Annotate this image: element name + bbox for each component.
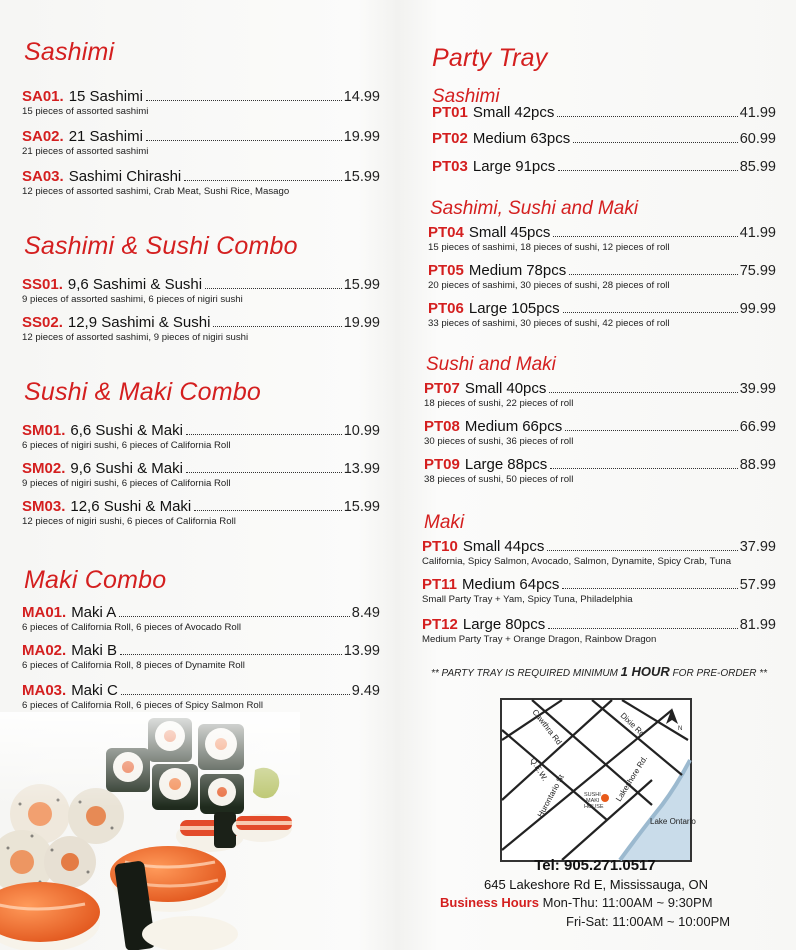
item-code: SA02 — [22, 128, 60, 145]
item-price: 9.49 — [351, 683, 380, 699]
item-code: MA02 — [22, 642, 63, 659]
item-price: 88.99 — [739, 457, 776, 473]
item-description: 20 pieces of sashimi, 30 pieces of sushi, 28 pieces of roll — [428, 280, 670, 291]
menu-item-ss01: SS01 . 9,6 Sashimi & Sushi 15.99 9 pieces of assorted sashimi, 6 pieces of nigiri sushi — [22, 276, 380, 305]
north-arrow-icon — [666, 708, 678, 724]
item-description: Small Party Tray + Yam, Spicy Tuna, Philadelphia — [422, 594, 633, 605]
item-pieces: 63pcs — [530, 130, 571, 147]
item-description: 6 pieces of nigiri sushi, 6 pieces of California Roll — [22, 440, 231, 451]
map-street-label: Q.E.W. — [528, 756, 550, 783]
party-tray-note — [418, 664, 780, 679]
item-price: 39.99 — [739, 381, 776, 397]
item-name: Medium — [464, 418, 519, 435]
map-street-label: Hurontario St — [535, 773, 566, 819]
item-price: 75.99 — [739, 263, 776, 279]
item-pieces: 91pcs — [515, 158, 556, 175]
item-code: PT03 — [432, 158, 468, 175]
item-name: Sashimi Chirashi — [68, 168, 182, 185]
section-title-maki-combo: Maki Combo — [24, 566, 167, 594]
item-name: Medium — [462, 576, 516, 593]
item-price: 57.99 — [739, 577, 776, 593]
item-name: 12,6 Sushi & Maki — [70, 498, 192, 515]
item-code: PT12 — [422, 616, 458, 633]
item-code: SM02 — [22, 460, 62, 477]
item-price: 85.99 — [739, 159, 776, 175]
item-name: 9,6 Sushi & Maki — [70, 460, 183, 477]
menu-item-pt06 — [428, 300, 776, 329]
menu-item-pt12 — [422, 616, 776, 645]
item-price: 10.99 — [343, 423, 380, 439]
item-name: Small — [462, 538, 501, 555]
item-description: 9 pieces of assorted sashimi, 6 pieces of nigiri sushi — [22, 294, 243, 305]
section-title-sashimi-sushi-combo: Sashimi & Sushi Combo — [24, 232, 298, 260]
item-pieces: 66pcs — [522, 418, 563, 435]
location-map — [500, 698, 696, 862]
item-description: 12 pieces of assorted sashimi, Crab Meat, Sushi Rice, Masago — [22, 186, 290, 197]
item-name: Large — [472, 158, 512, 175]
item-code: PT08 — [424, 418, 460, 435]
item-price: 19.99 — [343, 129, 380, 145]
map-logo-line: SUSHI — [584, 792, 601, 798]
menu-item-ma02: MA02 . Maki B 13.99 6 pieces of California Roll, 8 pieces of Dynamite Roll — [22, 642, 380, 671]
item-name: Small — [468, 224, 507, 241]
item-name: Medium — [468, 262, 523, 279]
menu-item-pt08 — [424, 418, 776, 447]
subsection-title-sushi-maki: Sushi and Maki — [426, 354, 556, 375]
item-description: 12 pieces of assorted sashimi, 9 pieces of nigiri sushi — [22, 332, 249, 343]
item-pieces: 44pcs — [504, 538, 545, 555]
item-description: Medium Party Tray + Orange Dragon, Rainbow Dragon — [422, 634, 657, 645]
item-code: SS01 — [22, 276, 59, 293]
note-bold-text: 1 HOUR — [620, 664, 670, 679]
item-name: Maki A — [71, 604, 117, 621]
item-description: 18 pieces of sushi, 22 pieces of roll — [424, 398, 574, 409]
item-name: Medium — [472, 130, 527, 147]
address: 645 Lakeshore Rd E, Mississauga, ON — [484, 877, 708, 892]
menu-item-pt05 — [428, 262, 776, 291]
business-hours-label: Business Hours — [440, 895, 539, 910]
item-price: 60.99 — [739, 131, 776, 147]
item-description: 15 pieces of assorted sashimi — [22, 106, 149, 117]
item-code: PT07 — [424, 380, 460, 397]
item-description: 38 pieces of sushi, 50 pieces of roll — [424, 474, 574, 485]
menu-item-pt01 — [432, 104, 776, 121]
item-pieces: 80pcs — [505, 616, 546, 633]
menu-item-sa01: SA01 . 15 Sashimi 14.99 15 pieces of assorted sashimi — [22, 88, 380, 117]
item-pieces: 40pcs — [506, 380, 547, 397]
item-name: 21 Sashimi — [68, 128, 143, 145]
item-pieces: 45pcs — [510, 224, 551, 241]
map-street-label: Cawthra Rd — [530, 707, 564, 747]
item-code: SA01 — [22, 88, 60, 105]
menu-item-ss02: SS02 . 12,9 Sashimi & Sushi 19.99 12 pieces of assorted sashimi, 9 pieces of nigiri sushi — [22, 314, 380, 343]
item-price: 8.49 — [351, 605, 380, 621]
item-pieces: 64pcs — [519, 576, 560, 593]
item-price: 99.99 — [739, 301, 776, 317]
item-name: 12,9 Sashimi & Sushi — [67, 314, 211, 331]
item-code: PT04 — [428, 224, 464, 241]
item-price: 19.99 — [343, 315, 380, 331]
map-street-label: Lakeshore Rd. — [614, 754, 650, 804]
note-text-end: FOR PRE-ORDER ** — [669, 668, 768, 679]
menu-item-pt07 — [424, 380, 776, 409]
item-code: PT06 — [428, 300, 464, 317]
map-lake-label: Lake Ontario — [650, 817, 696, 826]
subsection-title-maki: Maki — [424, 512, 465, 533]
item-name: 9,6 Sashimi & Sushi — [67, 276, 203, 293]
item-code: PT02 — [432, 130, 468, 147]
item-code: PT10 — [422, 538, 458, 555]
item-price: 41.99 — [739, 225, 776, 241]
item-description: California, Spicy Salmon, Avocado, Salmon, Dynamite, Spicy Crab, Tuna — [422, 556, 732, 567]
item-name: Large — [462, 616, 502, 633]
item-name: Maki B — [71, 642, 118, 659]
item-code: MA03 — [22, 682, 63, 699]
item-description: 15 pieces of sashimi, 18 pieces of sushi, 12 pieces of roll — [428, 242, 670, 253]
item-code: SS02 — [22, 314, 59, 331]
item-description: 6 pieces of California Roll, 6 pieces of Spicy Salmon Roll — [22, 700, 264, 711]
section-title-sushi-maki-combo: Sushi & Maki Combo — [24, 378, 262, 406]
menu-item-sa03: SA03 . Sashimi Chirashi 15.99 12 pieces of assorted sashimi, Crab Meat, Sushi Rice, Masago — [22, 168, 380, 197]
item-pieces: 105pcs — [511, 300, 560, 317]
item-name: Maki C — [71, 682, 118, 699]
item-code: PT11 — [422, 576, 458, 593]
item-name: Small — [464, 380, 503, 397]
item-name: Large — [464, 456, 504, 473]
menu-item-pt09 — [424, 456, 776, 485]
menu-item-ma03: MA03 . Maki C 9.49 6 pieces of California Roll, 6 pieces of Spicy Salmon Roll — [22, 682, 380, 711]
subsection-title-sashimi-sushi-maki: Sashimi, Sushi and Maki — [430, 198, 639, 219]
menu-item-sa02: SA02 . 21 Sashimi 19.99 21 pieces of assorted sashimi — [22, 128, 380, 157]
item-code: SM03 — [22, 498, 62, 515]
item-description: 6 pieces of California Roll, 8 pieces of Dynamite Roll — [22, 660, 245, 671]
item-price: 37.99 — [739, 539, 776, 555]
menu-item-sm03: SM03 . 12,6 Sushi & Maki 15.99 12 pieces of nigiri sushi, 6 pieces of California Roll — [22, 498, 380, 527]
map-street-label: Dixie Rd — [618, 710, 647, 739]
menu-item-pt02 — [432, 130, 776, 147]
menu-item-pt11 — [422, 576, 776, 605]
subsection-title-sashimi: Sashimi — [432, 86, 500, 107]
item-name: Large — [468, 300, 508, 317]
map-logo-line: MAKI — [586, 798, 600, 804]
item-code: PT05 — [428, 262, 464, 279]
menu-item-pt04 — [428, 224, 776, 253]
hours-fri-sat: Fri-Sat: 11:00AM ~ 10:00PM — [566, 914, 731, 929]
item-price: 81.99 — [739, 617, 776, 633]
business-hours — [440, 895, 760, 910]
map-logo-line: HOUSE — [584, 804, 604, 810]
item-code: SM01 — [22, 422, 62, 439]
menu-item-pt03 — [432, 158, 776, 175]
item-code: PT01 — [432, 104, 468, 121]
item-description: 12 pieces of nigiri sushi, 6 pieces of California Roll — [22, 516, 236, 527]
item-name: 6,6 Sushi & Maki — [70, 422, 183, 439]
item-description: 33 pieces of sashimi, 30 pieces of sushi, 42 pieces of roll — [428, 318, 670, 329]
item-price: 13.99 — [343, 461, 380, 477]
section-title-sashimi: Sashimi — [24, 38, 115, 66]
item-code: PT09 — [424, 456, 460, 473]
item-pieces: 42pcs — [514, 104, 555, 121]
item-description: 6 pieces of California Roll, 6 pieces of Avocado Roll — [22, 622, 242, 633]
item-code: MA01 — [22, 604, 63, 621]
menu-item-sm01: SM01 . 6,6 Sushi & Maki 10.99 6 pieces of nigiri sushi, 6 pieces of California Roll — [22, 422, 380, 451]
note-text: ** PARTY TRAY IS REQUIRED MINIMUM — [430, 668, 621, 679]
item-description: 21 pieces of assorted sashimi — [22, 146, 149, 157]
item-name: 15 Sashimi — [68, 88, 143, 105]
phone-number: Tel: 905.271.0517 — [534, 857, 656, 874]
menu-item-ma01: MA01 . Maki A 8.49 6 pieces of California Roll, 6 pieces of Avocado Roll — [22, 604, 380, 633]
item-price: 15.99 — [343, 277, 380, 293]
item-price: 13.99 — [343, 643, 380, 659]
map-north-label: N — [678, 726, 683, 732]
menu-item-pt10 — [422, 538, 776, 567]
hours-mon-thu: Mon-Thu: 11:00AM ~ 9:30PM — [542, 895, 713, 910]
menu-item-sm02: SM02 . 9,6 Sushi & Maki 13.99 9 pieces of nigiri sushi, 6 pieces of California Roll — [22, 460, 380, 489]
section-title-party-tray: Party Tray — [432, 44, 548, 72]
item-price: 41.99 — [739, 105, 776, 121]
item-price: 15.99 — [343, 499, 380, 515]
item-price: 14.99 — [343, 89, 380, 105]
item-price: 66.99 — [739, 419, 776, 435]
item-name: Small — [472, 104, 511, 121]
sushi-photo-image — [0, 712, 300, 950]
item-pieces: 78pcs — [526, 262, 567, 279]
item-price: 15.99 — [343, 169, 380, 185]
item-description: 30 pieces of sushi, 36 pieces of roll — [424, 436, 574, 447]
item-code: SA03 — [22, 168, 60, 185]
item-description: 9 pieces of nigiri sushi, 6 pieces of California Roll — [22, 478, 231, 489]
item-pieces: 88pcs — [507, 456, 548, 473]
